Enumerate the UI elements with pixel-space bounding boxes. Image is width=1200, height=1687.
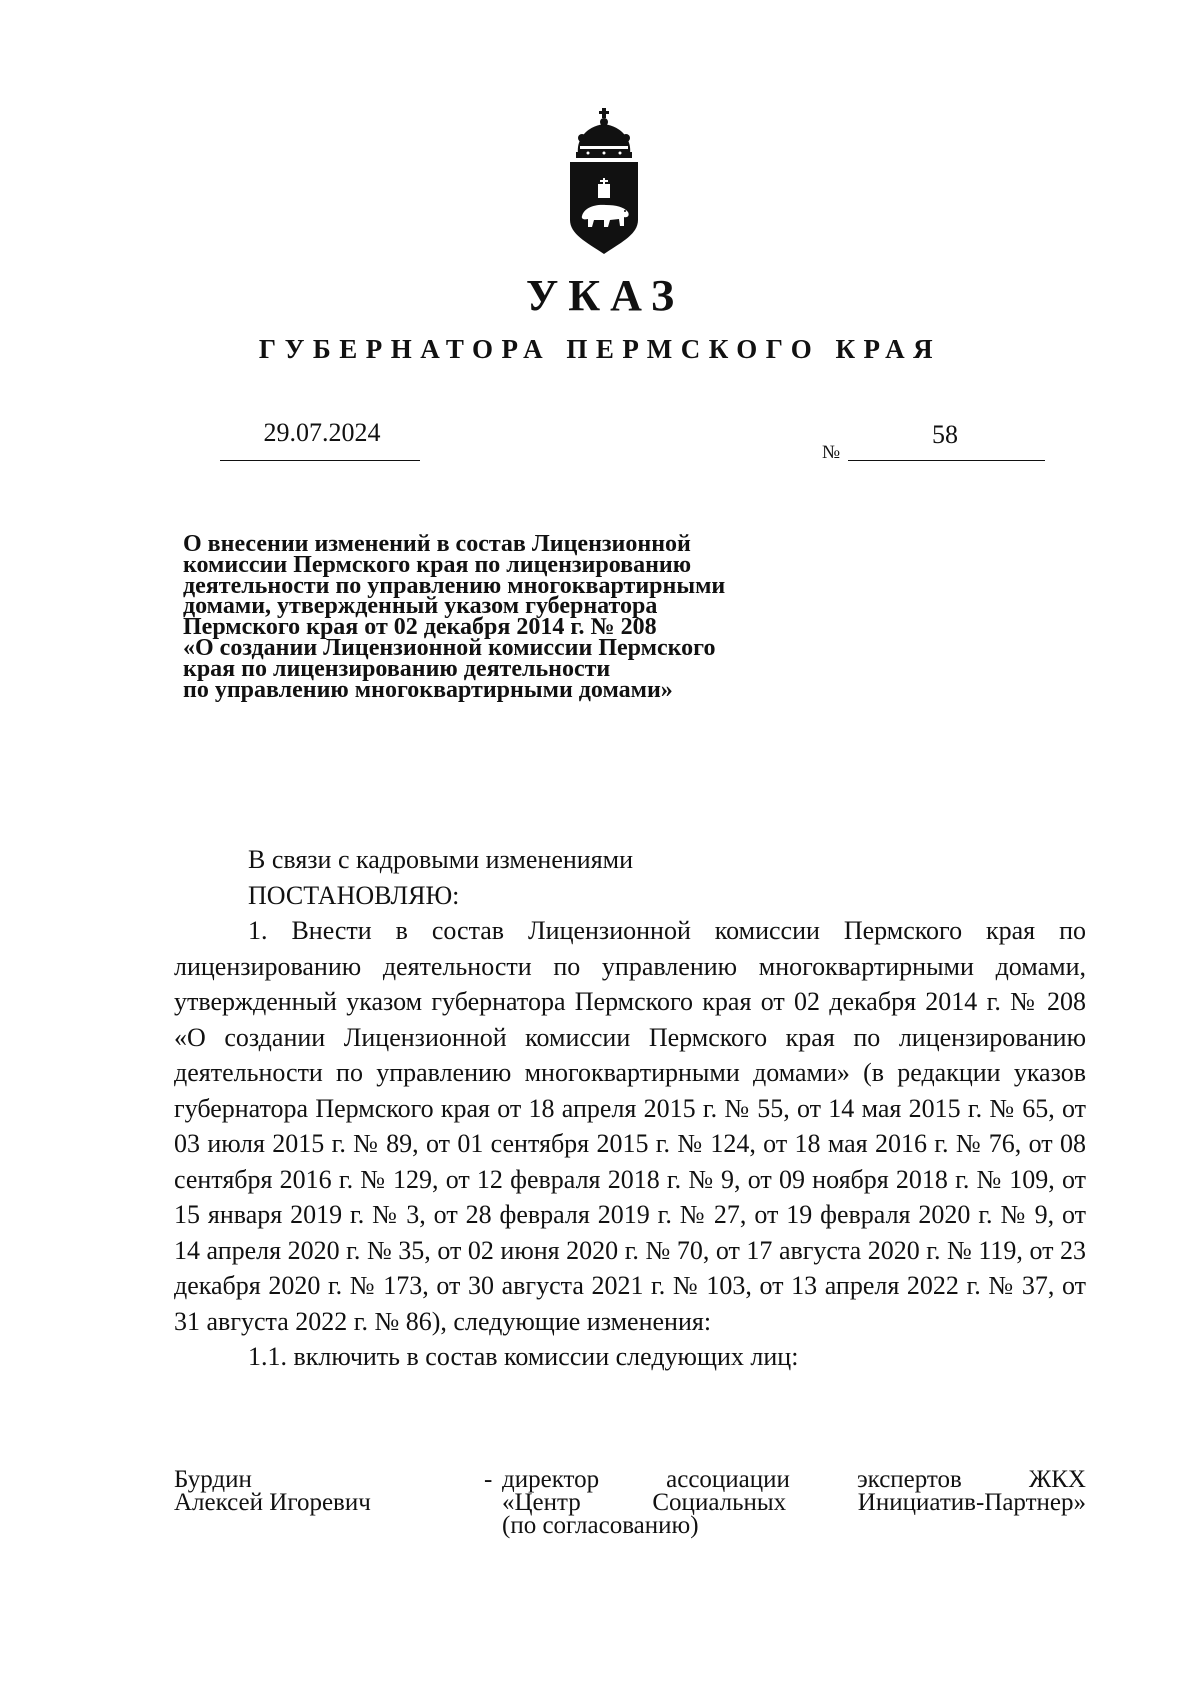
- item-1-paragraph: 1. Внести в состав Лицензионной комиссии Пермского края по лицензированию деятельности по управлению многоквартирными домами, утвержденный указом губернатора Пермского края от 02 декабря 2014 г. № 208 «О создании Лицензионной комиссии Пермского края по лицензированию деятельности по управлению многоквартирными домами» (в редакции указов губернатора Пермского края от 18 апреля 2015 г. № 55, от 14 мая 2015 г. № 65, от 03 июля 2015 г. № 89, от 01 сентября 2015 г. № 124, от 18 мая 2016 г. № 76, от 08 сентября 2016 г. № 129, от 12 февраля 2018 г. № 9, от 09 ноября 2018 г. № 109, от 15 января 2019 г. № 3, от 28 февраля 2019 г. № 27, от 19 февраля 2020 г. № 9, от 14 апреля 2020 г. № 35, от 02 июня 2020 г. № 70, от 17 августа 2020 г. № 119, от 23 декабря 2020 г. № 173, от 30 августа 2021 г. № 103, от 13 апреля 2022 г. № 37, от 31 августа 2022 г. № 86), следующие изменения:: [174, 916, 1086, 1336]
- document-title: УКАЗ: [525, 271, 685, 320]
- intro-paragraph: В связи с кадровыми изменениями: [248, 845, 634, 874]
- subject-line: по управлению многоквартирными домами»: [183, 676, 673, 703]
- subject-line: «О создании Лицензионной комиссии Пермского: [183, 634, 716, 661]
- decree-number: 58: [932, 420, 958, 449]
- subject-line: края по лицензированию деятельности: [183, 655, 611, 682]
- member-position-line: «Центр Социальных Инициатив-Партнер»: [502, 1489, 1086, 1516]
- perm-krai-coat-of-arms-icon: [566, 108, 642, 258]
- number-sign: №: [822, 442, 841, 463]
- decree-keyword: ПОСТАНОВЛЯЮ:: [248, 880, 460, 910]
- subject-line: О внесении изменений в состав Лицензионной: [183, 531, 691, 557]
- subject-line: Пермского края от 02 декабря 2014 г. № 208: [183, 614, 657, 641]
- date-underline: [220, 460, 420, 461]
- subject-line: деятельности по управлению многоквартирными: [183, 572, 726, 599]
- member-position-line: (по согласованию): [502, 1512, 699, 1539]
- decree-date: 29.07.2024: [263, 418, 381, 447]
- decree-body: [174, 842, 1086, 1375]
- document-issuer: ГУБЕРНАТОРА ПЕРМСКОГО КРАЯ: [258, 334, 942, 364]
- member-dash: -: [484, 1466, 493, 1493]
- decree-subject: [183, 531, 883, 703]
- member-position: [502, 1468, 1086, 1537]
- member-surname: Бурдин: [174, 1466, 252, 1493]
- item-1-1-paragraph: 1.1. включить в состав комиссии следующих лиц:: [248, 1342, 799, 1371]
- subject-line: комиссии Пермского края по лицензированию: [183, 551, 692, 578]
- member-position-line: директор ассоциации экспертов ЖКХ: [502, 1466, 1086, 1493]
- member-name: [174, 1468, 474, 1514]
- member-given-names: Алексей Игоревич: [174, 1489, 371, 1516]
- number-underline: [848, 460, 1045, 461]
- subject-line: домами, утвержденный указом губернатора: [183, 593, 658, 620]
